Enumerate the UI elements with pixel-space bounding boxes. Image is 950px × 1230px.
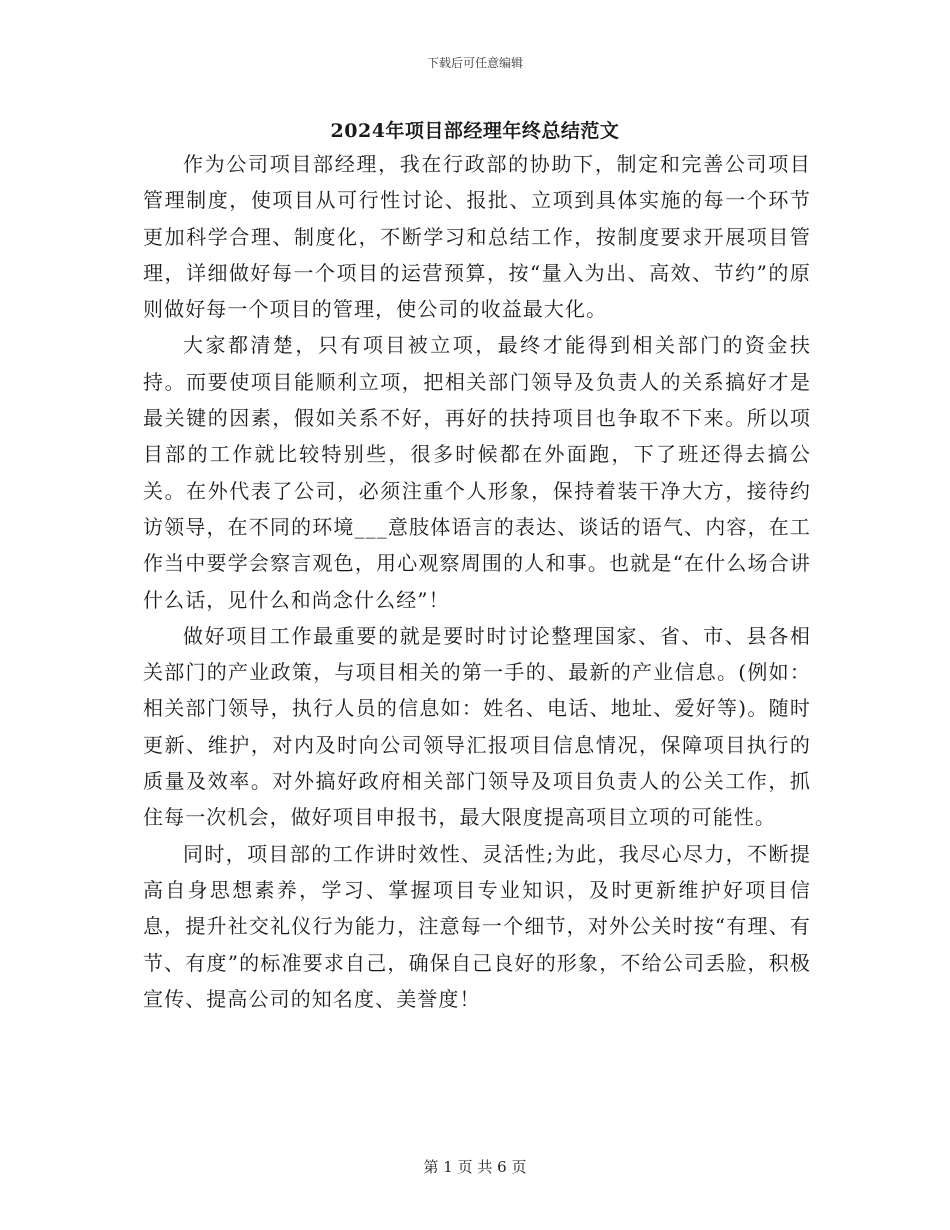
paragraph-1: 作为公司项目部经理，我在行政部的协助下，制定和完善公司项目管理制度，使项目从可行性讨论、报批、立项到具体实施的每一个环节更加科学合理、制度化，不断学习和总结工作，按制度要求开展项目管理，详细做好每一个项目的运营预算，按“量入为出、高效、节约”的原则做好每一个项目的管理，使公司的收益最大化。 bbox=[143, 152, 811, 322]
paragraph-2: 大家都清楚，只有项目被立项，最终才能得到相关部门的资金扶持。而要使项目能顺利立项，把相关部门领导及负责人的关系搞好才是最关键的因素，假如关系不好，再好的扶持项目也争取不下来。所以项目部的工作就比较特别些，很多时候都在外面跑，下了班还得去搞公关。在外代表了公司，必须注重个人形象，保持着装干净大方，接待约访领导，在不同的环境___意肢体语言的表达、谈话的语气、内容，在工作当中要学会察言观色，用心观察周围的人和事。也就是“在什么场合讲什么话，见什么和尚念什么经”！ bbox=[143, 333, 811, 612]
paragraph-3: 做好项目工作最重要的就是要时时讨论整理国家、省、市、县各相关部门的产业政策，与项目相关的第一手的、最新的产业信息。(例如：相关部门领导，执行人员的信息如：姓名、电话、地址、爱好等)。随时更新、维护，对内及时向公司领导汇报项目信息情况，保障项目执行的质量及效率。对外搞好政府相关部门领导及项目负责人的公关工作，抓住每一次机会，做好项目申报书，最大限度提高项目立项的可能性。 bbox=[143, 623, 811, 830]
document-body bbox=[143, 146, 811, 1017]
page-header-note: 下载后可任意编辑 bbox=[426, 56, 523, 70]
page-number: 第 1 页 共 6 页 bbox=[423, 1158, 527, 1176]
paragraph-4: 同时，项目部的工作讲时效性、灵活性;为此，我尽心尽力，不断提高自身思想素养，学习、掌握项目专业知识，及时更新维护好项目信息，提升社交礼仪行为能力，注意每一个细节，对外公关时按“有理、有节、有度”的标准要求自己，确保自己良好的形象，不给公司丢脸，积极宣传、提高公司的知名度、美誉度！ bbox=[143, 841, 811, 1011]
document-title: 2024年项目部经理年终总结范文 bbox=[330, 120, 620, 142]
